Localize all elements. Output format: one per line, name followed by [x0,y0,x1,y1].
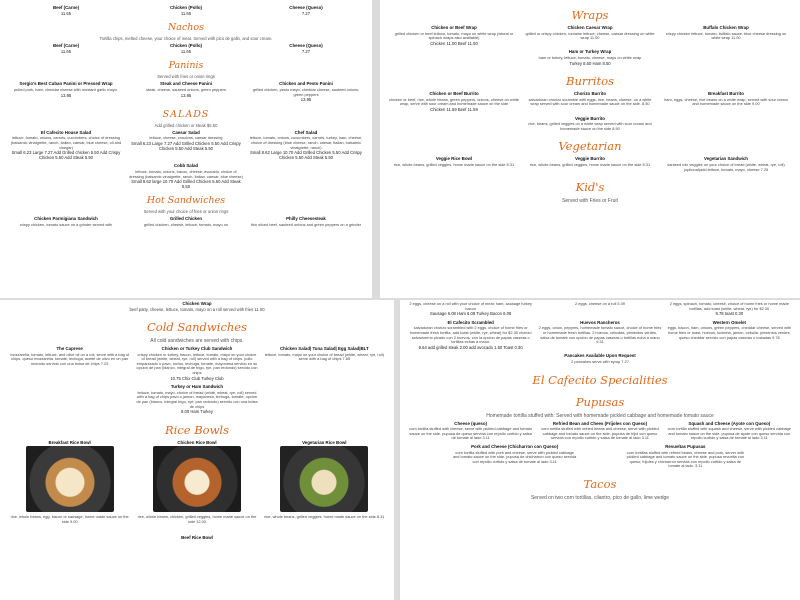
item-name: Turkey or Ham Sandwich [170,384,224,390]
item-desc: grilled chicken, cheese, lettuce, tomato, mayo on [143,221,229,227]
item-name: Vegetarian Sandwich [704,156,748,162]
item-name: Veggie Burrito [574,115,605,121]
item-name: Vegetarian Rice Bowl [302,439,347,445]
section-note: Tortilla chips, melted cheese, your choice of meat. Served with pico de gallo, and sour cream. [99,36,273,42]
menu-item [136,385,258,415]
item-name: Steak and Cheese Panini [160,81,212,87]
item-price: 7.27 [301,48,311,54]
menu-item [525,117,656,132]
item-desc: pulled pork, ham, cheddar cheese with mustard garlic mayo. [14,86,118,92]
item-name: Grilled Chicken [169,216,203,222]
item-name: Cheese (queso) [454,420,487,426]
item-name: Beef (Carne) [52,5,80,10]
item-name: Chicken Rice Bowl [177,439,217,445]
menu-item [667,422,791,441]
veggie-burrito-row [380,117,800,132]
menu-item [9,441,131,525]
breakfast-specials [400,321,800,351]
menu-item [8,131,123,161]
item-name: Chicken Parmigiana Sandwich [34,216,98,222]
menu-item [8,217,123,227]
item-price: Turkey 8.50 Ham 8.50 [569,60,611,66]
menu-item [128,82,243,102]
pupusa-items-2 [400,445,800,469]
vegetarian-items [380,157,800,172]
section-title-cold-sandwiches: Cold Sandwiches [147,320,247,334]
menu-item [453,445,577,469]
rice-bowl-photo [153,446,241,512]
item-desc: grilled chicken or beef lettuce, tomato, mayo on white wrap (wheat or spinach wraps also available) [394,30,514,41]
item-name: El Cafecito Scrambled [447,319,494,325]
menu-item [263,441,385,525]
menu-item [409,321,533,351]
item-desc: crispy chicken or turkey, bacon, lettuce, tomato, mayo on your choice of bread (white, wheat, rye, roll) served with a bag of chips. pollo empanizado o pavo, tocino, lechuga, tomate, mayonesa servido en su opcion de pan (blanco, integral de trigo, rye, pan redondo) servido con chips [136,351,258,375]
turkey-ham-row [0,385,394,415]
item-desc: grilled chicken, pesto mayo, cheddar cheese, sauteed onions, green peppers [252,86,360,97]
item-desc: steak, cheese, sauteed onions, green peppers [146,86,226,92]
section-note: Served with fries or onion rings [157,74,215,80]
rice-bowl-photo [280,446,368,512]
section-note: All cold sandwiches are served with chips. [150,338,244,344]
item-name: Breakfast Rice Bowl [48,439,91,445]
item-name: Breakfast Burrito [708,91,744,97]
section-note: Homemade tortilla stuffed with: Served with homemade pickled cabbage and homemade tomato sauce [486,412,714,419]
item-name: Chicken or Beef Wrap [431,25,477,30]
section-title-pupusas: Pupusas [575,394,625,409]
item-desc: rice, beans, grilled veggies on a white wrap served with sour cream and homemade sauce on the side 8.50 [528,121,652,131]
pancakes-row [400,354,800,364]
pupusa-items [400,422,800,441]
menu-item [389,26,520,46]
menu-item [661,157,792,172]
burrito-items [380,92,800,112]
item-price: 11.65 [60,48,72,54]
menu-item [389,157,520,172]
item-desc: corn tortillas stuffed with refried beans, cheese and pork, server with pickled cabbage and tomato sauce on the side. pupusa revuelta con queso, frijoles y chicharron servida con repollo curtido y salsa de tomate al lado. 3.11 [626,449,745,469]
menu-item [623,445,747,469]
menu-item [538,321,662,351]
menu-item [8,82,123,102]
menu-item [525,92,656,112]
item-name: Pancakes Available Upon Request [564,353,636,359]
item-desc: chicken or beef, rice, whole beans, green peppers, onions, cheese on white wrap, serve with sour cream and homemade sauce on the side [388,96,519,107]
section-title-burritos: Burritos [566,74,614,89]
menu-item [248,82,363,102]
item-desc: sautéed mix veggies on your choice of bread (white, wheat, rye, roll) (optional)add lettuce, tomato, mayo, cheese 7.25 [667,161,785,172]
item-price: 11.65 [180,48,192,54]
item-name: Chicken (Pollo) [170,5,202,10]
quesadilla-items [0,6,372,16]
item-name: The Caprese [56,346,83,351]
section-note: Served with Fries or Fruit [562,198,618,205]
item-name: Cheese (Queso) [289,43,323,49]
section-note: Served on two corn tortillas, cilantro, pico de gallo, lime wedge [530,494,670,501]
item-price: 13.95 [60,92,72,98]
item-name: Cheese (Queso) [289,5,323,10]
item-price: Chicken 11.59 Beef 11.59 [430,106,478,112]
item-desc: 2 eggs, onion, peppers, homemade tomato sauce, choice of home fries or homemade fresh tortillas. 2 huevos, cebollas, pimientos verdes, salsa de tomate con opcion de papas caseras o tortillas echa a mano 9.31 [538,325,662,345]
item-price: 9.64 add grilled steak 2.00 add avocado 1.50 Toast 0.30 [418,344,523,350]
item-name: Refried Bean and Chees (Frijoles con Queso) [552,420,648,426]
cold-sandwich-items [0,347,394,381]
item-name: Chef Salad [294,129,318,135]
item-name: El Cafecito House Salad [40,129,92,135]
item-price: Small 8.62 Large 10.70 Add Grilled Chicken 5.50 Add Crispy Chicken 5.50 Add Steak 5.50 [250,150,362,160]
item-desc: 2 pancakes serve with syrup 7.27 [571,358,629,364]
menu-page-bottom-left [0,300,394,600]
item-name: Buffalo Chicken Wrap [703,25,749,30]
menu-item [525,50,656,66]
rice-bowl-items [0,441,394,525]
item-desc: mozzarella, tomato, lettuce, and olive oil on a roll, serve with a bag of chips. queso mozzarella, tomate, lechuga, aceite de olivo en un pan redondo servido con una bolsa de chips 7.25 [10,351,130,366]
item-desc: thin sliced beef, sauteed onions and green peppers on a grinder [250,221,362,227]
menu-item [136,347,258,381]
item-name: Pork and Cheese (Chicharron con Queso) [471,443,559,449]
menu-item [409,422,533,441]
item-name: Beef (Carne) [52,43,80,49]
cobb-salad-row [0,164,372,189]
section-title-rice-bowls: Rice Bowls [164,422,230,437]
item-desc: crispy chicken, tomato sauce on a grinder served with [19,221,113,227]
item-price: 11.65 [60,10,72,16]
item-desc: rice, whole beans, grilled veggies, home made sauce on the side 8.31 [529,161,651,167]
item-name: Cobb Salad [173,163,199,169]
section-title-tacos: Tacos [583,476,617,491]
menu-item [525,157,656,172]
wraps-items [380,26,800,46]
menu-item [248,6,363,16]
item-name: Chicken Wrap [182,301,212,306]
item-name: Veggie Burrito [574,156,605,162]
item-name: Revueltas Pupusas [665,443,706,449]
section-title-paninis: Paninis [168,60,204,72]
menu-item [667,321,791,351]
item-name: Huevos Rancheros [580,319,620,325]
menu-item [263,347,385,381]
item-desc: rice, whole beans, egg, bacon or sausage, home made sauce on the side 9.00 [10,514,129,524]
menu-item [661,26,792,46]
item-name: Ham or Turkey Wrap [568,49,612,55]
item-desc: corn tortilla stuffed with cheese, serve with pickled cabbage and tomato sauce on the side. pupusa de queso servida con repollo curtido y salsa de tomate al lado 3.11 [409,426,533,441]
section-title-specialities: El Cafecito Specialities [532,372,668,387]
item-desc: grilled or crispy chicken, romaine lettuce, cheese, caesar dressing on white wrap 11.00 [525,30,655,41]
menu-item [0,535,394,540]
menu-item [248,44,363,54]
section-note: Add grilled chicken or steak $5.50 [154,122,218,128]
menu-item [136,441,258,525]
menu-item [538,354,662,364]
menu-item [128,164,243,189]
item-price: 9.00 Ham Turkey [181,409,213,415]
ham-wrap-row [380,50,800,66]
item-name: Sergio's Best Cuban Panini or Pressed Wrap [19,81,113,87]
item-desc: ham or turkey, lettuce, tomato, cheese, mayo on white wrap [538,54,642,60]
menu-item [248,217,363,227]
item-name: Veggie Rice Bowl [435,156,473,162]
item-desc: corn tortilla stuffed with refried beans and cheese, serve with pickled cabbage and tomato sauce on the side. pupusa de frijol con queso servida con repollo curtido y salsa de tomate al lado 3.11 [541,426,659,441]
item-name: Chicken Salad| Tuna Salad| Egg Salad|BLT [279,346,369,351]
item-desc: corn tortilla stuffed with squash and cheese, serve with pickled cabbage and tomato sauce on the side. pupusa de ayote con queso servida con repollo curtido y salsa de tomate al lado 3.11 [667,426,792,441]
item-desc: salvadoran chorizo scrambled with 2 eggs, choice of home fries or homemade fresh tortilla, add toast (white, rye, wheat) for $2.30 chorizo salvadoreno picado con 2 huevos, con la opcion de papas caseras o tortillas echas a mano. [409,325,532,345]
paninis-items [0,82,372,102]
section-title-vegetarian: Vegetarian [558,139,622,154]
section-title-kids: Kid's [575,180,605,195]
item-desc: 2 eggs, spinach, tomato, cheese, choice of home fries or home made tortillas, add toast (white, wheat, rye) for $2.30 [669,301,789,311]
item-name: Philly Cheesesteak [286,216,326,222]
menu-item [525,26,656,46]
menu-item [248,131,363,161]
menu-item [661,92,792,112]
menu-item [8,44,123,54]
item-desc: lettuce, tomato, mayo, choice of bread (white, wheat, rye, roll) served with a bag of chips pavo o jamon, mayonesa, lechuga, tomate, opcion de pan (blanco, integral trigo, rye, pan redondo) servido con una bolsa de chips [136,389,258,409]
item-desc: rice, whole beans, chicken, grilled veggies, home made sauce on the side 12.00 [137,514,257,524]
item-price: 13.95 [180,92,192,98]
item-price: Small 6.23 Large 7.27 Add Grilled chicken 5.50 Add Crispy Chicken 5.50 Add Steak 5.50 [11,150,121,160]
item-desc: 2 eggs, cheese on a roll with your choice of meat: ham, sausage turkey bacon [409,301,532,311]
hot-sandwich-items [0,217,372,227]
item-name: Chicken or Beef Burrito [429,91,479,97]
menu-page-bottom-right [400,300,800,600]
section-title-nachos: Nachos [167,22,204,34]
item-desc: lettuce, tomato, onions, cucumbers, carrots, turkey, ham, cheese, choice of dressing (blue cheese, ranch, caesar, italian, balsamic vinaigrette, ranch) [249,135,363,150]
menu-item [538,422,662,441]
salads-items [0,131,372,161]
menu-item [128,131,243,161]
section-note: Served with your choice of fries or onion rings [143,209,229,215]
item-price: 10.75 Chix Club Turkey Club [170,375,224,381]
menu-page-top-left [0,0,372,298]
item-name: Chicken Caesar Wrap [567,25,613,30]
menu-item [128,44,243,54]
menu-item [389,92,520,112]
nachos-items [0,44,372,54]
item-desc: corn tortilla stuffed with pork and cheese, serve with pickled cabbage and tomato sauce on the side. pupusa de chicharron con queso servida con repollo curtido y salsa de tomate al lado 3.11 [452,449,577,464]
item-desc: crispy chicken lettuce, tomato, buffalo sauce, blue cheese dressing on white wrap 11.00 [665,30,787,41]
item-desc: lettuce, cheese, croutons, caesar dressing [149,135,223,141]
item-name: Caesar Salad [172,129,200,135]
item-desc: beef patty, cheese, lettuce, tomato, mayo on a roll served with fries 11.00 [129,307,265,312]
menu-item [409,302,533,317]
menu-item [667,302,791,317]
item-desc: lettuce, tomato, mayo on your choice of bread (white, wheat, rye, roll) serve with a bag of chips 7.65 [264,351,384,362]
item-name: Squash and Cheese (Ayote con Queso) [688,420,771,426]
item-desc: rice, whole beans, grilled veggies, home made sauce on the side 8.31 [393,161,515,167]
item-price: 13.95 [300,97,312,103]
item-desc: salvadoran chorizo scramble with eggs, rice, beans, cheese, on a white wrap served with sour cream and homemade sauce on the side. 8.50 [528,96,652,107]
item-desc: 2 eggs, cheese on a roll 5.39 [575,301,625,306]
item-name: Chicken or Turkey Club Sandwich [161,346,233,351]
menu-item [538,302,662,317]
breakfast-items [400,302,800,317]
menu-item [9,347,131,381]
item-name: Chicken (Pollo) [170,43,202,49]
item-price: 7.27 [301,10,311,16]
item-price: Small 8.62 large 10.70 Add Grilled Chicken 5.50 Add Steak 5.50 [131,179,241,189]
menu-item [8,6,123,16]
item-price: Chicken 11.00 Beef 11.50 [430,40,478,46]
menu-item [128,217,243,227]
item-desc: lettuce, tomato, onions, carrots, cucumbers, choice of dressing (balsamic vinaigrette, ranch, italian, caesar, blue cheese, oil and vinegar) [10,135,122,150]
item-name: Western Omelet [712,319,746,325]
item-desc: lettuce, tomato, onions, bacon, cheese, avocado, choice of dressing (balsamic vinaigrette, ranch, italian, caesar, blue cheese) [129,168,243,179]
item-name: Chicken and Pesto Panini [279,81,333,87]
item-desc: eggs, bacon, ham, onions, green peppers, cheddar cheese, served with home fries or toast. huevos, tocineta, jamon, cebolla, pimientos verdes, queso cheddar servido con papas caseras o tostadas 9.78 [667,325,792,340]
menu-item [0,301,394,312]
rice-bowl-photo [26,446,114,512]
item-price: 11.65 [180,10,192,16]
item-desc: rice, whole beans, grilled veggies, home made sauce on the side 8.31 [264,514,385,520]
item-price: 9.78 toast 0.30 [715,311,744,317]
section-title-hot-sandwiches: Hot Sandwiches [146,195,226,207]
item-price: Sausage 6.08 Ham 6.08 Turkey Bacon 6.08 [430,311,512,317]
menu-page-top-right [380,0,800,298]
item-name: Beef Rice Bowl [181,534,213,540]
item-desc: ham, eggs, cheese, rice beans on a white wrap, served with sour cream and homemade sauce on the side 9.00 [664,96,788,107]
menu-item [128,6,243,16]
item-name: Chorizo Burrito [573,91,607,97]
section-title-salads: SALADS [162,108,210,120]
section-title-wraps: Wraps [571,8,609,22]
item-price: Small 6.23 Large 7.27 Add Grilled Chicken 5.50 Add Crispy Chicken 5.50 Add Steak 5.50 [131,140,241,151]
